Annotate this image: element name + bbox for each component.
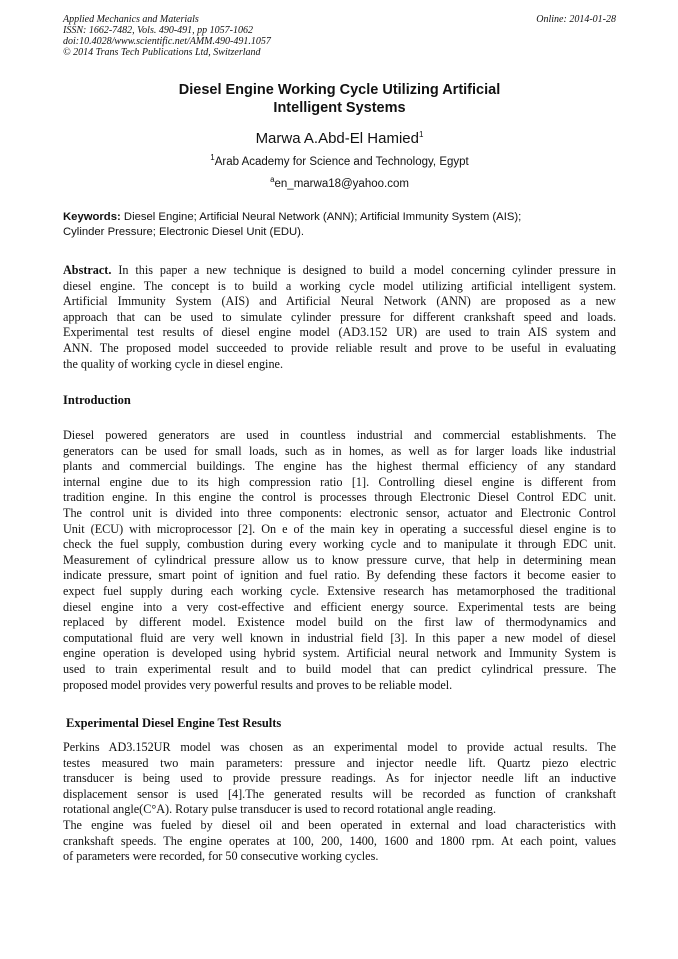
exp-line: rotational angle(C°A). Rotary pulse transducer is used to record rotational angle reading. bbox=[63, 802, 496, 817]
introduction-body bbox=[63, 428, 616, 693]
experimental-paragraph-1 bbox=[63, 740, 616, 818]
affiliation-superscript: 1 bbox=[210, 153, 215, 163]
exp-line: transducer is being used to provide pressure readings. As for injector needle lift an inductive bbox=[63, 771, 616, 786]
intro-line: replaced by different model. Existence model build on the first law of thermodynamics and bbox=[63, 615, 616, 630]
intro-line: generators can be used for small loads, such as in homes, as well as for larger loads like industrial bbox=[63, 443, 616, 458]
intro-line: proposed model provides very powerful results and proves to be reliable model. bbox=[63, 677, 453, 692]
abstract-line: Experimental test results of diesel engine model (AD3.152 UR) are used to train AIS system and bbox=[63, 325, 616, 340]
intro-line: tradition engine. In this engine the control is processes through Electronic Diesel Control EDC unit. bbox=[63, 490, 616, 505]
intro-line: indicate pressure, smart point of ignition and fuel ratio. By defending these factors it become easier to bbox=[63, 568, 616, 583]
exp-line: The engine was fueled by diesel oil and been operated in external and load characteristics with bbox=[63, 818, 616, 832]
author-name bbox=[63, 130, 616, 148]
abstract-line: the quality of working cycle in diesel engine. bbox=[63, 356, 283, 371]
intro-line: check the fuel supply, combustion during every working cycle and to manipulate it through EDC unit. bbox=[63, 537, 616, 552]
intro-line: plants and commercial buildings. The engine has the highest thermal efficiency of any standard bbox=[63, 459, 616, 474]
title-line-1: Diesel Engine Working Cycle Utilizing Artificial bbox=[178, 82, 501, 98]
online-date: Online: 2014-01-28 bbox=[536, 14, 616, 25]
abstract-block bbox=[63, 263, 616, 372]
abstract-line bbox=[63, 263, 616, 279]
experimental-paragraph-2 bbox=[63, 818, 616, 865]
keywords-line-1: Diesel Engine; Artificial Neural Network (ANN); Artificial Immunity System (AIS); bbox=[120, 211, 522, 223]
introduction-heading: Introduction bbox=[63, 393, 131, 407]
exp-line: displacement sensor is used [4].The generated results will be recorded as function of crankshaft bbox=[63, 786, 616, 801]
paper-title bbox=[63, 81, 616, 117]
author-superscript: 1 bbox=[418, 130, 424, 139]
abstract-line: Artificial Immunity System (AIS) and Artificial Neural Network (ANN) are proposed as a new bbox=[63, 294, 616, 309]
author-name-text: Marwa A.Abd-El Hamied bbox=[255, 130, 419, 147]
intro-line: The control unit is divided into three components: electronic sensor, actuator and Electronic Control bbox=[63, 505, 616, 520]
email-text: en_marwa18@yahoo.com bbox=[274, 178, 409, 190]
abstract-label: Abstract. bbox=[63, 263, 112, 277]
exp-line: crankshaft speeds. The engine operates at 100, 200, 1400, 1600 and 1800 rpm. At each point, values bbox=[63, 833, 616, 848]
exp-line: testes measured two main parameters: pressure and injector needle lift. Quartz piezo electric bbox=[63, 755, 616, 770]
journal-name: Applied Mechanics and Materials bbox=[63, 14, 199, 25]
keywords-label: Keywords: bbox=[63, 211, 121, 223]
title-line-2: Intelligent Systems bbox=[273, 100, 406, 116]
doi-line: doi:10.4028/www.scientific.net/AMM.490-491.1057 bbox=[63, 36, 271, 47]
abstract-line: approach that can be used to simulate cylinder pressure for different crankshaft speed and loads. bbox=[63, 309, 616, 324]
intro-line: internal engine due to its high compression ratio [1]. Controlling diesel engine is different from bbox=[63, 474, 616, 489]
abstract-line: diesel engine. The concept is to build a working cycle model utilizing artificial intelligent system. bbox=[63, 278, 616, 293]
intro-line: Diesel powered generators are used in countless industrial and commercial establishments. The bbox=[63, 428, 616, 442]
intro-line: used to train experimental result and to build model that can predict cylindrical pressure. The bbox=[63, 661, 616, 676]
email-superscript: a bbox=[270, 175, 275, 185]
intro-line: Measurement of cylindrical pressure allow us to know pressure curve, that help in determining mean bbox=[63, 552, 616, 567]
exp-line: of parameters were recorded, for 50 consecutive working cycles. bbox=[63, 849, 379, 864]
experimental-heading: Experimental Diesel Engine Test Results bbox=[66, 716, 282, 730]
intro-line: engine operation is developed using hybrid system. Artificial neural network and Immunity System is bbox=[63, 646, 616, 661]
exp-line: Perkins AD3.152UR model was chosen as an experimental model to provide actual results. The bbox=[63, 740, 616, 754]
intro-line: computational fluid are very well known in industrial field [3]. In this paper a new model of diesel bbox=[63, 630, 616, 645]
abstract-line-text: In this paper a new technique is designed to build a model concerning cylinder pressure in bbox=[111, 263, 616, 277]
copyright-line: © 2014 Trans Tech Publications Ltd, Switzerland bbox=[63, 47, 261, 58]
affiliation-text: Arab Academy for Science and Technology, Egypt bbox=[214, 156, 469, 168]
intro-line: Unit (ECU) with microprocessor [2]. On e of the main key in operating a successful diesel engine is to bbox=[63, 521, 616, 536]
author-email bbox=[63, 176, 616, 192]
intro-line: diesel engine into a very cost-effective and efficient energy source. Experimental tests are being bbox=[63, 599, 616, 614]
keywords-line-2: Cylinder Pressure; Electronic Diesel Unit (EDU). bbox=[63, 226, 305, 238]
issn-line: ISSN: 1662-7482, Vols. 490-491, pp 1057-1062 bbox=[63, 25, 253, 36]
journal-header bbox=[63, 14, 616, 58]
intro-line: expect fuel supply during each working cycle. Extensive research has metamorphosed the traditional bbox=[63, 583, 616, 598]
keywords-block bbox=[63, 210, 616, 240]
abstract-line: ANN. The proposed model succeeded to provide reliable result and prove to be useful in evaluating bbox=[63, 340, 616, 355]
author-affiliation bbox=[63, 154, 616, 170]
